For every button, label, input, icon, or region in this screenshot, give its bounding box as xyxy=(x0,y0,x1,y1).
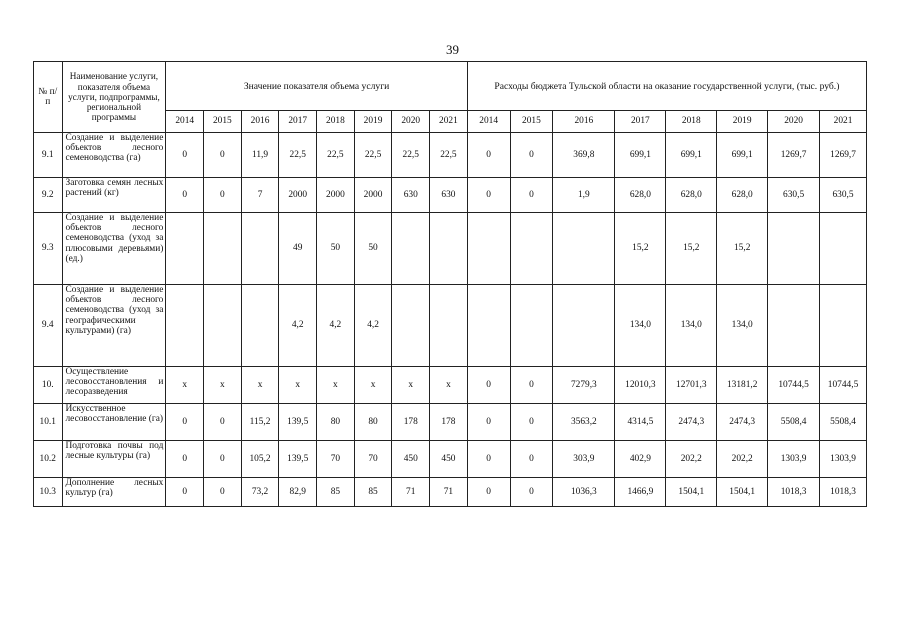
budget-cell: 0 xyxy=(467,178,510,213)
volume-cell: х xyxy=(204,367,242,404)
header-num: № п/п xyxy=(34,62,63,133)
budget-cell: 2474,3 xyxy=(666,404,717,441)
budget-cell: 0 xyxy=(510,441,553,478)
row-number: 10. xyxy=(34,367,63,404)
volume-cell: 4,2 xyxy=(354,285,392,367)
table-row xyxy=(34,441,867,478)
budget-cell xyxy=(510,213,553,285)
volume-cell: 22,5 xyxy=(430,133,468,178)
table-body xyxy=(34,133,867,507)
volume-cell xyxy=(166,213,204,285)
budget-cell: 0 xyxy=(510,178,553,213)
budget-cell: 1303,9 xyxy=(820,441,867,478)
row-number: 9.2 xyxy=(34,178,63,213)
volume-cell: 105,2 xyxy=(241,441,279,478)
volume-cell: 450 xyxy=(430,441,468,478)
budget-cell xyxy=(768,213,820,285)
volume-cell: 630 xyxy=(392,178,430,213)
budget-year-2014: 2014 xyxy=(467,111,510,133)
budget-year-2018: 2018 xyxy=(666,111,717,133)
table-row xyxy=(34,478,867,507)
volume-cell: 2000 xyxy=(317,178,355,213)
volume-year-2015: 2015 xyxy=(204,111,242,133)
row-name: Создание и выделение объектов лесного семеноводства (уход за плюсовыми деревьями) (ед.) xyxy=(62,213,166,285)
budget-cell: 0 xyxy=(467,478,510,507)
budget-cell: 1,9 xyxy=(553,178,615,213)
volume-cell: 0 xyxy=(204,133,242,178)
volume-cell: 22,5 xyxy=(392,133,430,178)
budget-year-2020: 2020 xyxy=(768,111,820,133)
table-row xyxy=(34,178,867,213)
volume-year-2018: 2018 xyxy=(317,111,355,133)
table-row xyxy=(34,285,867,367)
volume-cell: 115,2 xyxy=(241,404,279,441)
row-name: Заготовка семян лесных растений (кг) xyxy=(62,178,166,213)
budget-year-2016: 2016 xyxy=(553,111,615,133)
header-row xyxy=(34,62,867,111)
budget-cell: 202,2 xyxy=(666,441,717,478)
row-number: 10.3 xyxy=(34,478,63,507)
volume-year-2017: 2017 xyxy=(279,111,317,133)
budget-cell: 699,1 xyxy=(615,133,666,178)
row-number: 10.2 xyxy=(34,441,63,478)
volume-year-2019: 2019 xyxy=(354,111,392,133)
budget-cell: 10744,5 xyxy=(768,367,820,404)
volume-cell: 2000 xyxy=(354,178,392,213)
volume-cell: х xyxy=(279,367,317,404)
budget-cell: 15,2 xyxy=(666,213,717,285)
volume-cell: 0 xyxy=(204,178,242,213)
page-number: 39 xyxy=(446,42,459,57)
row-number: 9.4 xyxy=(34,285,63,367)
volume-year-2020: 2020 xyxy=(392,111,430,133)
volume-cell: х xyxy=(241,367,279,404)
budget-cell: 10744,5 xyxy=(820,367,867,404)
budget-cell: 12010,3 xyxy=(615,367,666,404)
volume-cell: 630 xyxy=(430,178,468,213)
volume-cell xyxy=(204,285,242,367)
budget-cell xyxy=(553,213,615,285)
budget-year-2019: 2019 xyxy=(717,111,768,133)
budget-cell: 0 xyxy=(510,478,553,507)
volume-cell: 73,2 xyxy=(241,478,279,507)
budget-year-2021: 2021 xyxy=(820,111,867,133)
row-name: Создание и выделение объектов лесного семеноводства (га) xyxy=(62,133,166,178)
volume-cell: 80 xyxy=(317,404,355,441)
volume-cell xyxy=(392,213,430,285)
table-row xyxy=(34,213,867,285)
volume-cell: 4,2 xyxy=(317,285,355,367)
volume-cell: 50 xyxy=(317,213,355,285)
budget-cell: 1018,3 xyxy=(820,478,867,507)
volume-year-2014: 2014 xyxy=(166,111,204,133)
header-name: Наименование услуги, показателя объема услуги, подпрограммы, региональной программы xyxy=(62,62,166,133)
budget-cell: 15,2 xyxy=(615,213,666,285)
volume-cell: 71 xyxy=(392,478,430,507)
volume-cell: 82,9 xyxy=(279,478,317,507)
volume-cell: х xyxy=(166,367,204,404)
volume-cell: 22,5 xyxy=(317,133,355,178)
row-name: Подготовка почвы под лесные культуры (га) xyxy=(62,441,166,478)
volume-cell: 178 xyxy=(430,404,468,441)
volume-cell: 139,5 xyxy=(279,441,317,478)
volume-cell: х xyxy=(392,367,430,404)
budget-cell: 0 xyxy=(510,404,553,441)
budget-cell: 0 xyxy=(467,441,510,478)
row-number: 9.1 xyxy=(34,133,63,178)
volume-cell xyxy=(166,285,204,367)
budget-year-2015: 2015 xyxy=(510,111,553,133)
volume-cell: 139,5 xyxy=(279,404,317,441)
budget-cell: 630,5 xyxy=(820,178,867,213)
budget-cell: 15,2 xyxy=(717,213,768,285)
budget-cell: 1466,9 xyxy=(615,478,666,507)
row-name: Искусственное лесовосстановление (га) xyxy=(62,404,166,441)
budget-cell: 0 xyxy=(467,404,510,441)
volume-cell: 0 xyxy=(166,178,204,213)
volume-cell: х xyxy=(354,367,392,404)
budget-cell: 630,5 xyxy=(768,178,820,213)
volume-cell: 70 xyxy=(354,441,392,478)
budget-cell xyxy=(820,285,867,367)
header-budget: Расходы бюджета Тульской области на оказание государственной услуги, (тыс. руб.) xyxy=(467,62,866,111)
budget-cell: 628,0 xyxy=(717,178,768,213)
budget-cell: 12701,3 xyxy=(666,367,717,404)
budget-cell xyxy=(467,213,510,285)
budget-cell: 628,0 xyxy=(615,178,666,213)
volume-cell: 50 xyxy=(354,213,392,285)
budget-cell xyxy=(820,213,867,285)
budget-cell: 134,0 xyxy=(666,285,717,367)
budget-cell: 3563,2 xyxy=(553,404,615,441)
volume-cell: 0 xyxy=(166,441,204,478)
budget-cell: 369,8 xyxy=(553,133,615,178)
volume-cell: 85 xyxy=(317,478,355,507)
table-row xyxy=(34,404,867,441)
row-number: 9.3 xyxy=(34,213,63,285)
budget-year-2017: 2017 xyxy=(615,111,666,133)
budget-cell: 2474,3 xyxy=(717,404,768,441)
budget-cell: 1036,3 xyxy=(553,478,615,507)
volume-cell: 0 xyxy=(204,441,242,478)
budget-cell: 4314,5 xyxy=(615,404,666,441)
budget-cell: 1504,1 xyxy=(666,478,717,507)
budget-cell: 0 xyxy=(467,367,510,404)
volume-cell: 2000 xyxy=(279,178,317,213)
row-name: Создание и выделение объектов лесного семеноводства (уход за географическими культурами) (га) xyxy=(62,285,166,367)
budget-cell: 1018,3 xyxy=(768,478,820,507)
volume-cell: 22,5 xyxy=(354,133,392,178)
budget-cell: 0 xyxy=(467,133,510,178)
budget-cell xyxy=(553,285,615,367)
budget-cell: 0 xyxy=(510,133,553,178)
header-volume: Значение показателя объема услуги xyxy=(166,62,467,111)
budget-cell: 5508,4 xyxy=(820,404,867,441)
volume-year-2021: 2021 xyxy=(430,111,468,133)
volume-cell: х xyxy=(430,367,468,404)
budget-cell: 202,2 xyxy=(717,441,768,478)
volume-cell xyxy=(241,285,279,367)
volume-cell: 49 xyxy=(279,213,317,285)
budget-cell: 134,0 xyxy=(717,285,768,367)
volume-cell xyxy=(430,285,468,367)
volume-cell: 0 xyxy=(166,133,204,178)
budget-cell xyxy=(768,285,820,367)
budget-cell: 402,9 xyxy=(615,441,666,478)
budget-cell: 303,9 xyxy=(553,441,615,478)
budget-cell: 1303,9 xyxy=(768,441,820,478)
budget-cell xyxy=(510,285,553,367)
budget-cell: 5508,4 xyxy=(768,404,820,441)
row-name: Дополнение лесных культур (га) xyxy=(62,478,166,507)
volume-cell xyxy=(392,285,430,367)
budget-cell: 699,1 xyxy=(717,133,768,178)
volume-cell: 7 xyxy=(241,178,279,213)
volume-cell: 22,5 xyxy=(279,133,317,178)
budget-cell: 1269,7 xyxy=(820,133,867,178)
budget-cell xyxy=(467,285,510,367)
budget-cell: 7279,3 xyxy=(553,367,615,404)
volume-cell: 450 xyxy=(392,441,430,478)
volume-cell: 4,2 xyxy=(279,285,317,367)
volume-cell: 85 xyxy=(354,478,392,507)
table-row xyxy=(34,367,867,404)
volume-cell: 0 xyxy=(204,478,242,507)
row-name: Осуществление лесовосстановления и лесоразведения xyxy=(62,367,166,404)
volume-cell: 71 xyxy=(430,478,468,507)
volume-cell xyxy=(430,213,468,285)
budget-cell: 1269,7 xyxy=(768,133,820,178)
row-number: 10.1 xyxy=(34,404,63,441)
budget-cell: 628,0 xyxy=(666,178,717,213)
volume-cell: 0 xyxy=(204,404,242,441)
volume-cell: 0 xyxy=(166,478,204,507)
volume-year-2016: 2016 xyxy=(241,111,279,133)
budget-cell: 1504,1 xyxy=(717,478,768,507)
volume-cell: 11,9 xyxy=(241,133,279,178)
volume-cell: 178 xyxy=(392,404,430,441)
table-row xyxy=(34,133,867,178)
volume-cell: 70 xyxy=(317,441,355,478)
volume-cell: 0 xyxy=(166,404,204,441)
budget-table xyxy=(33,61,867,507)
volume-cell: х xyxy=(317,367,355,404)
volume-cell xyxy=(241,213,279,285)
budget-cell: 134,0 xyxy=(615,285,666,367)
volume-cell xyxy=(204,213,242,285)
budget-cell: 0 xyxy=(510,367,553,404)
budget-cell: 699,1 xyxy=(666,133,717,178)
volume-cell: 80 xyxy=(354,404,392,441)
budget-cell: 13181,2 xyxy=(717,367,768,404)
